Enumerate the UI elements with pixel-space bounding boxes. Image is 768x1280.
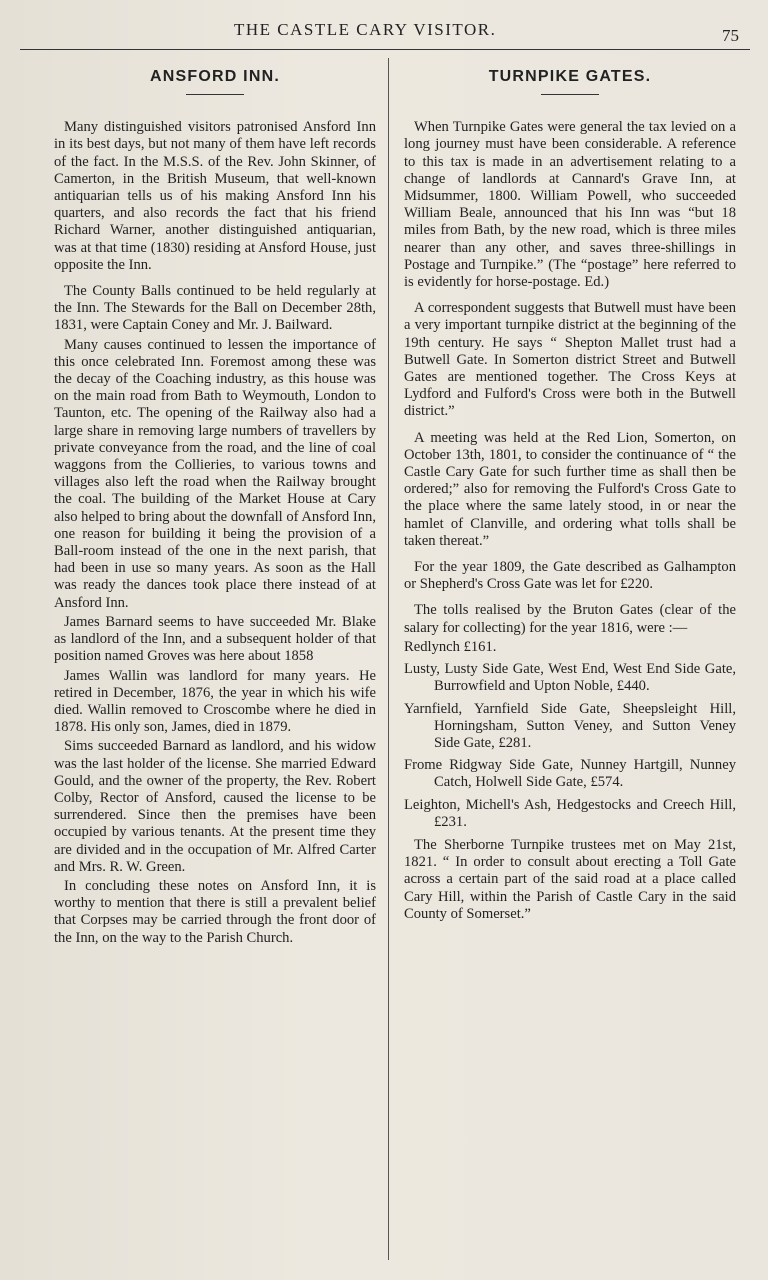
heading-rule <box>186 94 244 95</box>
article-paragraph: The tolls realised by the Bruton Gates (clear of the salary for collecting) for the year 1816, were :— <box>404 602 736 636</box>
publication-title: THE CASTLE CARY VISITOR. <box>234 20 497 39</box>
page-header <box>0 20 768 44</box>
article-ansford-inn <box>54 64 376 949</box>
column-divider <box>388 58 389 1260</box>
article-paragraph: Many distinguished visitors patronised Ansford Inn in its best days, but not many of them have left records of the fact. In the M.S.S. of the Rev. John Skinner, of Camerton, in the British Museum, that well-known antiquarian tells us of his making Ansford Inn his quarters, and also records the fact that his friend Richard Warner, another distinguished antiquarian, was at that time (1830) residing at Ansford House, just opposite the Inn. <box>54 119 376 273</box>
article-paragraph: The County Balls continued to be held regularly at the Inn. The Stewards for the Ball on December 28th, 1831, were Captain Coney and Mr. J. Bailward. <box>54 283 376 334</box>
article-heading: TURNPIKE GATES. <box>488 68 652 85</box>
toll-item: Yarnfield, Yarnfield Side Gate, Sheepsleight Hill, Horningsham, Sutton Veney, and Sutton Veney Side Gate, £281. <box>404 700 736 751</box>
article-turnpike-gates <box>404 64 736 932</box>
article-paragraph: When Turnpike Gates were general the tax levied on a long journey must have been considerable. A reference to this tax is made in an advertisement relating to a change of landlords at Cannard's Grave Inn, at Midsummer, 1800. William Powell, who succeeded William Beale, announced that his Inn was “but 18 miles from Bath, by the new road, which is three miles nearer than any other, and saves three-shillings in Postage and Turnpike.” (The “postage” here referred to is evidently for horse-postage. Ed.) <box>404 119 736 291</box>
article-paragraph: James Wallin was landlord for many years. He retired in December, 1876, the year in which his wife died. Wallin removed to Croscombe where he died in 1878. His only son, James, died in 1879. <box>54 667 376 736</box>
article-paragraph: A meeting was held at the Red Lion, Somerton, on October 13th, 1801, to consider the continuance of “ the Castle Cary Gate for such further time as shall then be ordered;” also for removing the Fulford's Cross Gate to the place where the same lately stood, in or near the hamlet of Clanville, and ordering what tolls shall be taken thereat.” <box>404 429 736 549</box>
article-paragraph: For the year 1809, the Gate described as Galhampton or Shepherd's Cross Gate was let for £220. <box>404 559 736 593</box>
toll-list <box>404 639 736 831</box>
toll-item: Redlynch £161. <box>404 638 497 655</box>
heading-rule <box>541 94 599 95</box>
article-paragraph: In concluding these notes on Ansford Inn, it is worthy to mention that there is still a prevalent belief that Corpses may be carried through the front door of the Inn, on the way to the Parish Church. <box>54 877 376 946</box>
article-paragraph: Many causes continued to lessen the importance of this once celebrated Inn. Foremost among these was the decay of the Coaching industry, as this house was on the main road from Bath to Weymouth, London to Taunton, etc. The opening of the Railway also had a large share in removing large numbers of travellers by private conveyance from the road, and the line of coal waggons from the Collieries, to various towns and villages also left the road when the Railway brought the coal. The building of the Market House at Cary also helped to bring about the downfall of Ansford Inn, one reason for building it being the provision of a Ball-room instead of the one in the next parish, that had been in use so many years. As soon as the Hall was ready the dances took place there instead of at Ansford Inn. <box>54 336 376 611</box>
article-paragraph: The Sherborne Turnpike trustees met on May 21st, 1821. “ In order to consult about erecting a Toll Gate across a certain part of the said road at a place called Cary Hill, within the Parish of Castle Cary in the said County of Somerset.” <box>404 836 736 922</box>
toll-item: Lusty, Lusty Side Gate, West End, West End Side Gate, Burrowfield and Upton Noble, £440. <box>404 661 736 695</box>
article-paragraph: Sims succeeded Barnard as landlord, and his widow was the last holder of the license. She married Edward Gould, and the owner of the property, the Rev. Robert Colby, Rector of Ansford, caused the license to be surrendered. Since then the premises have been occupied by various tenants. At the present time they are divided and in the occupation of Mr. Alfred Carter and Mrs. R. W. Green. <box>54 738 376 875</box>
toll-item: Frome Ridgway Side Gate, Nunney Hartgill, Nunney Catch, Holwell Side Gate, £574. <box>404 757 736 791</box>
page-number: 75 <box>722 26 739 45</box>
article-paragraph: A correspondent suggests that Butwell must have been a very important turnpike district at the beginning of the 19th century. He says “ Shepton Mallet trust had a Butwell Gate. In Somerton district Street and Butwell Gates are mentioned together. The Cross Keys at Lydford and Fulford's Cross were both in the Butwell district.” <box>404 300 736 420</box>
article-heading: ANSFORD INN. <box>150 68 280 85</box>
header-divider <box>20 49 750 50</box>
article-paragraph: James Barnard seems to have succeeded Mr. Blake as landlord of the Inn, and a subsequent holder of that position named Groves was here about 1858 <box>54 613 376 665</box>
toll-item: Leighton, Michell's Ash, Hedgestocks and Creech Hill, £231. <box>404 796 736 830</box>
